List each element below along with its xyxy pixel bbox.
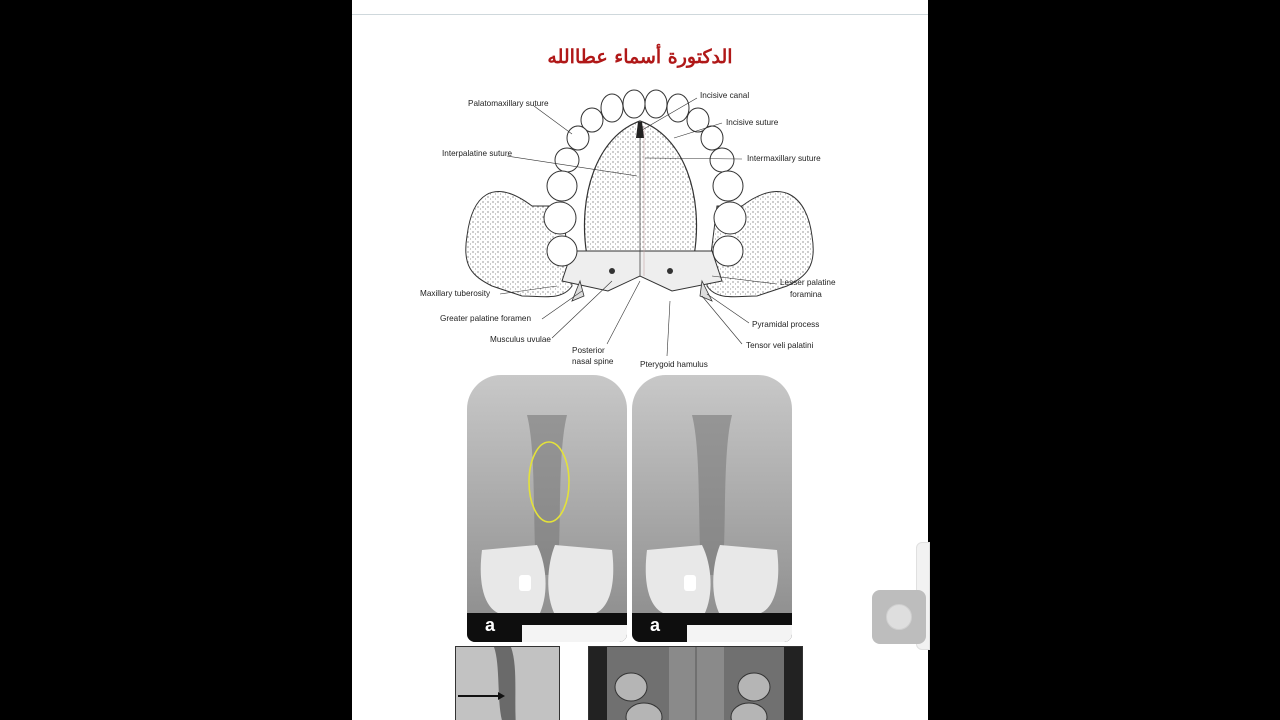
label-musculus-uvulae: Musculus uvulae [490,335,551,344]
label-lesser-palatine: Lesser palatine [780,278,836,287]
floating-action-button[interactable] [872,590,926,644]
radiograph-thumbnail-arrow [455,646,560,720]
palate-diagram [412,86,872,376]
label-incisive-suture: Incisive suture [726,118,779,127]
page-top-divider [352,14,928,15]
xray-label-a: a [650,615,661,635]
label-tensor-veli-palatini: Tensor veli palatini [746,341,814,350]
label-greater-palatine-foramen: Greater palatine foramen [440,314,532,323]
label-incisive-canal: Incisive canal [700,91,750,100]
page-title: الدكتورة أسماء عطاالله [547,46,733,68]
label-intermaxillary-suture: Intermaxillary suture [747,154,821,163]
label-pyramidal-process: Pyramidal process [752,320,820,329]
label-maxillary-tuberosity: Maxillary tuberosity [420,289,491,298]
xray-label-a: a [485,615,496,635]
label-palatomaxillary-suture: Palatomaxillary suture [468,99,549,108]
document-page [352,0,928,720]
float-circle-icon [886,604,912,630]
palate-photo-thumbnail [588,646,803,720]
label-foramina: foramina [790,290,822,299]
label-nasal-spine: nasal spine [572,357,614,366]
label-interpalatine-suture: Interpalatine suture [442,149,513,158]
label-pterygoid-hamulus: Pterygoid hamulus [640,360,708,369]
radiograph-highlighted [467,375,627,642]
label-posterior: Posterior [572,346,605,355]
radiograph-plain [632,375,792,642]
